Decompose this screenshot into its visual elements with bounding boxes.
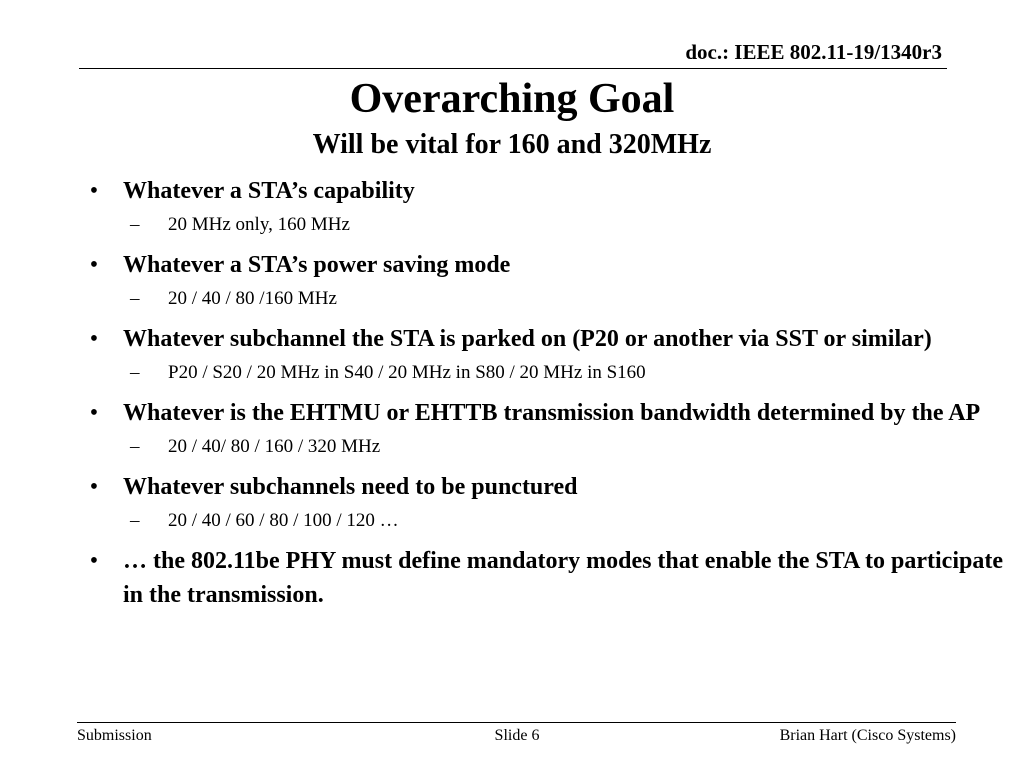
bullet-icon: • — [89, 474, 99, 500]
sub-bullet-text: 20 / 40/ 80 / 160 / 320 MHz — [168, 436, 381, 457]
sub-bullet-item — [84, 208, 1004, 242]
bullet-icon: • — [89, 400, 99, 426]
sub-bullet-item — [84, 356, 1004, 390]
bullet-text: Whatever a STA’s power saving mode — [123, 252, 511, 278]
footer-author: Brian Hart (Cisco Systems) — [779, 727, 956, 744]
bullet-text: Whatever is the EHTMU or EHTTB transmission bandwidth determined by the AP — [123, 400, 981, 426]
bullet-item — [84, 322, 1004, 356]
bullet-item — [84, 248, 1004, 282]
dash-icon: – — [130, 288, 140, 309]
sub-bullet-item — [84, 504, 1004, 538]
bullet-item — [84, 470, 1004, 504]
bullet-icon: • — [89, 178, 99, 204]
dash-icon: – — [130, 510, 140, 531]
bullet-item — [84, 544, 1004, 612]
slide-title: Overarching Goal — [349, 76, 675, 122]
sub-bullet-item — [84, 430, 1004, 464]
footer-divider — [77, 722, 956, 723]
bullet-text: Whatever subchannels need to be punctured — [123, 474, 578, 500]
header-divider — [79, 68, 947, 69]
sub-bullet-text: 20 MHz only, 160 MHz — [168, 214, 350, 235]
bullet-item — [84, 396, 1004, 430]
bullet-icon: • — [89, 252, 99, 278]
dash-icon: – — [130, 436, 140, 457]
sub-bullet-text: 20 / 40 / 60 / 80 / 100 / 120 … — [168, 510, 399, 531]
bullet-item — [84, 174, 1004, 208]
bullet-text: Whatever a STA’s capability — [123, 178, 415, 204]
bullet-text: Whatever subchannel the STA is parked on (P20 or another via SST or similar) — [123, 326, 932, 352]
sub-bullet-item — [84, 282, 1004, 316]
document-id: doc.: IEEE 802.11-19/1340r3 — [685, 40, 942, 64]
bullet-list — [84, 174, 1004, 612]
dash-icon: – — [130, 362, 140, 383]
bullet-text: … the 802.11be PHY must define mandatory modes that enable the STA to participate in the transmission. — [123, 548, 1003, 608]
bullet-icon: • — [89, 548, 99, 574]
slide-subtitle: Will be vital for 160 and 320MHz — [312, 129, 712, 160]
slide-number: Slide 6 — [494, 727, 540, 744]
footer-submission: Submission — [77, 727, 152, 744]
sub-bullet-text: P20 / S20 / 20 MHz in S40 / 20 MHz in S80 / 20 MHz in S160 — [168, 362, 646, 383]
sub-bullet-text: 20 / 40 / 80 /160 MHz — [168, 288, 337, 309]
dash-icon: – — [130, 214, 140, 235]
bullet-icon: • — [89, 326, 99, 352]
